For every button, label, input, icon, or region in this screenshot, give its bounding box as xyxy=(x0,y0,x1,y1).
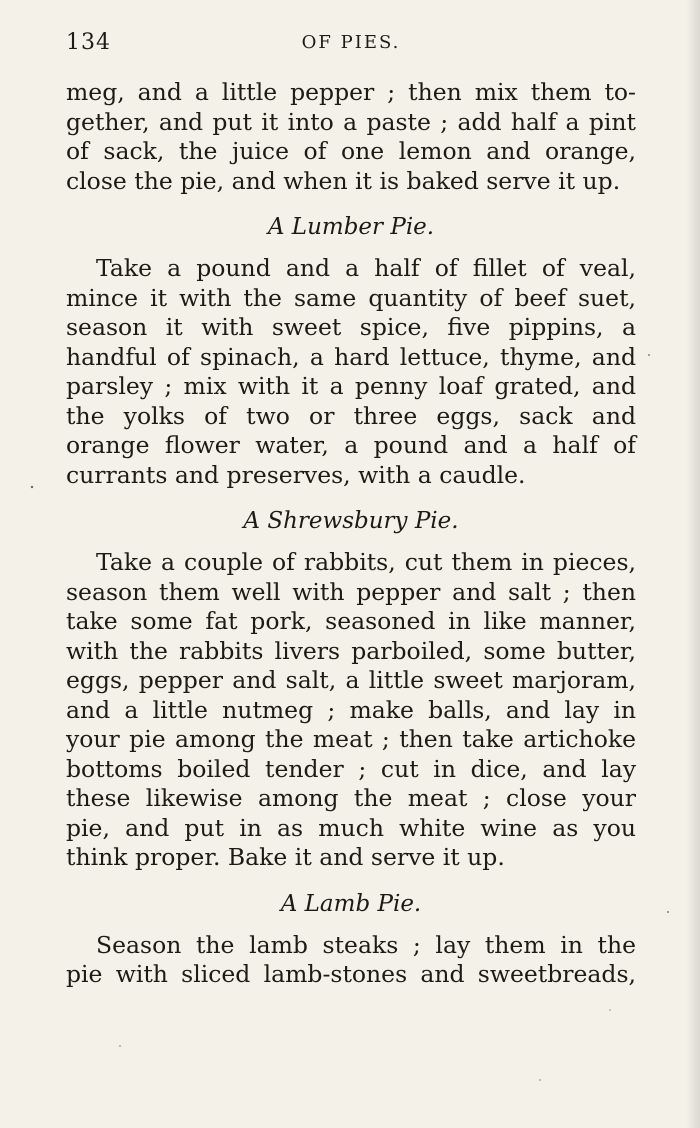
running-head: OF PIES. xyxy=(301,32,401,53)
text-line: and a little nutmeg ; make balls, and lay in xyxy=(66,695,636,724)
text-line: take some fat pork, seasoned in like manner, xyxy=(66,607,636,635)
text-line: Take a pound and a half of fillet of veal, xyxy=(96,254,636,282)
text-line: bottoms boiled tender ; cut in dice, and lay xyxy=(66,754,636,783)
page-header xyxy=(66,30,636,58)
recipe-heading-lumber-pie: A Lumber Pie. xyxy=(267,214,435,240)
text-line: mince it with the same quantity of beef suet, xyxy=(66,283,636,312)
page-gutter-shadow xyxy=(686,0,700,1128)
recipe-heading-lamb-pie: A Lamb Pie. xyxy=(280,890,422,917)
text-line: pie, and put in as much white wine as you xyxy=(66,813,636,842)
text-line: think proper. Bake it and serve it up. xyxy=(66,843,505,871)
text-line: Season the lamb steaks ; lay them in the xyxy=(96,930,636,959)
text-line: close the pie, and when it is baked serve it up. xyxy=(66,166,621,195)
page-number: 134 xyxy=(66,30,111,55)
text-line: handful of spinach, a hard lettuce, thyme, and xyxy=(66,342,636,371)
text-line: orange flower water, a pound and a half of xyxy=(66,431,636,459)
text-line: gether, and put it into a paste ; add half a pint xyxy=(66,107,636,136)
text-line: pie with sliced lamb-stones and sweetbreads, xyxy=(66,960,636,988)
page-body xyxy=(66,78,636,990)
text-line: eggs, pepper and salt, a little sweet marjoram, xyxy=(66,666,636,694)
text-line: season it with sweet spice, five pippins, a xyxy=(66,313,636,341)
text-line: currants and preserves, with a caudle. xyxy=(66,460,526,489)
text-line: the yolks of two or three eggs, sack and xyxy=(66,401,636,430)
recipe-heading-shrewsbury-pie: A Shrewsbury Pie. xyxy=(243,508,459,534)
text-line: meg, and a little pepper ; then mix them to- xyxy=(66,78,636,106)
text-line: your pie among the meat ; then take artichoke xyxy=(66,725,636,753)
text-line: Take a couple of rabbits, cut them in pieces, xyxy=(96,548,636,576)
text-line: of sack, the juice of one lemon and orange, xyxy=(66,137,636,165)
text-line: with the rabbits livers parboiled, some butter, xyxy=(66,636,636,665)
text-line: parsley ; mix with it a penny loaf grated, and xyxy=(66,372,636,400)
text-line: these likewise among the meat ; close your xyxy=(66,784,636,812)
text-line: season them well with pepper and salt ; then xyxy=(66,577,636,606)
